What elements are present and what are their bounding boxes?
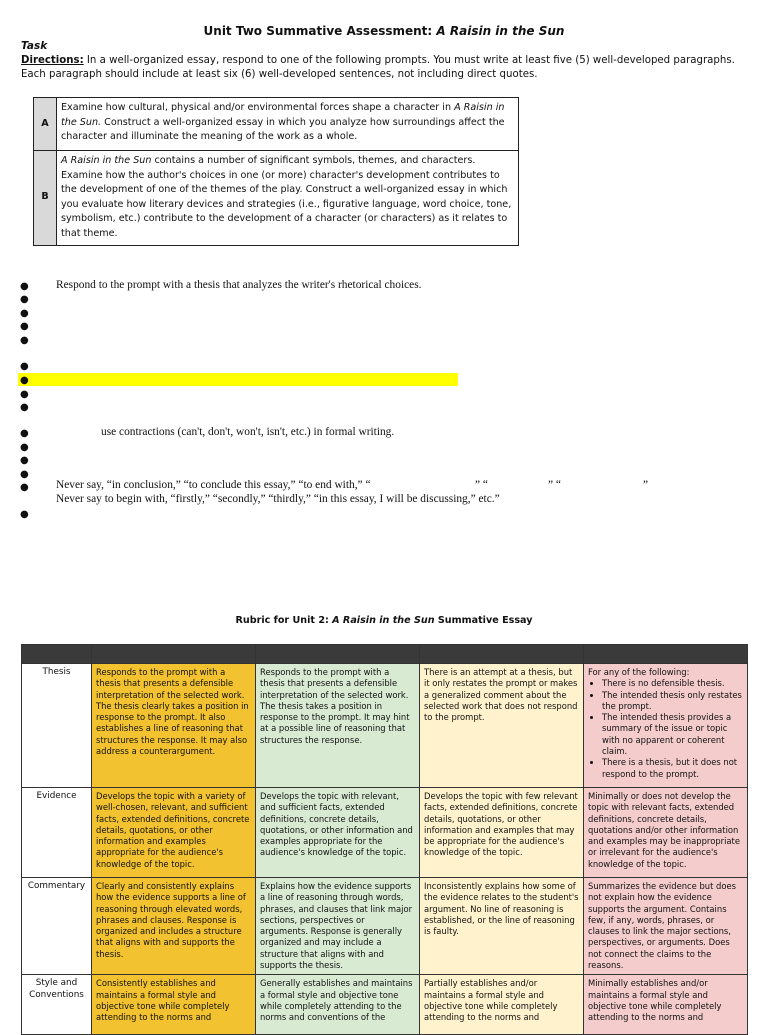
bullet-icon: ● xyxy=(20,509,29,520)
rubric-cell-level-1: Minimally or does not develop the topic with relevant facts, extended definitions, concrete details, quotations and/or other information and examples may be inappropriate or irrelevant for the audience's knowledge of the topic. xyxy=(584,788,748,878)
rubric-cell-level-2: Develops the topic with few relevant facts, extended definitions, concrete details, quotations, or other information and examples that may be appropriate for the audience's knowledge of the topic. xyxy=(420,788,584,878)
rubric-criterion: Thesis xyxy=(22,664,92,788)
bullet-icon: ● xyxy=(20,442,29,453)
rubric-cell-level-1 xyxy=(584,664,748,788)
rubric-cell-level-4: Clearly and consistently explains how the evidence supports a line of reasoning through elevated words, phrases and clauses. Response is organized and includes a structure that aligns with and supports the thesis. xyxy=(92,878,256,975)
rubric-row-evidence xyxy=(22,788,748,878)
rubric-header-cell xyxy=(92,645,256,664)
directions-label: Directions: xyxy=(21,55,84,66)
rubric-cell-level-2: Partially establishes and/or maintains a formal style and objective tone while completely attending to the norms and xyxy=(420,975,584,1035)
bullet-icon: ● xyxy=(20,335,29,346)
prompt-b-work: A Raisin in the Sun xyxy=(61,155,152,166)
prompt-text-b xyxy=(57,151,519,246)
rubric-cell-level-3: Explains how the evidence supports a line of reasoning through words, phrases, and clauses that link major sections, perspectives or arguments. Response is generally organized and may include a structure that aligns with and supports the thesis. xyxy=(256,878,420,975)
rubric-cell-level-2: There is an attempt at a thesis, but it only restates the prompt or makes a generalized comment about the selected work that does not respond to the prompt. xyxy=(420,664,584,788)
rubric-c1-item: • The intended thesis only restates the prompt. xyxy=(602,690,743,713)
rubric-header-cell xyxy=(420,645,584,664)
bullet-conclusion-quotes: ” xyxy=(643,479,649,491)
bullet-icon: ● xyxy=(20,361,29,372)
bullet-thesis: Respond to the prompt with a thesis that analyzes the writer's rhetorical choices. xyxy=(56,279,422,291)
prompt-table xyxy=(33,97,519,246)
bullet-icon: ● xyxy=(20,294,29,305)
rubric-header-cell xyxy=(584,645,748,664)
bullet-icon: ● xyxy=(20,482,29,493)
directions xyxy=(21,54,741,82)
rubric-title-work: A Raisin in the Sun xyxy=(332,615,435,626)
title-prefix: Unit Two Summative Assessment: xyxy=(203,24,437,38)
bullet-conclusion: Never say, “in conclusion,” “to conclude this essay,” “to end with,” “ xyxy=(56,479,371,491)
rubric-title xyxy=(0,615,768,626)
rubric-row-thesis xyxy=(22,664,748,788)
rubric-row-style xyxy=(22,975,748,1035)
rubric-c1-item: • There is a thesis, but it does not respond to the prompt. xyxy=(602,757,743,780)
prompt-row-b xyxy=(34,151,519,246)
prompt-a-after: Construct a well-organized essay in which you analyze how surroundings affect the character and illuminate the meaning of the work as a whole. xyxy=(61,116,505,143)
rubric-c1-intro: For any of the following: xyxy=(588,667,690,677)
highlight-bar xyxy=(18,373,458,386)
prompt-letter-b: B xyxy=(34,151,57,246)
rubric-title-suffix: Summative Essay xyxy=(434,615,533,626)
rubric-criterion: Style and Conventions xyxy=(22,975,92,1035)
prompt-letter-a: A xyxy=(34,98,57,151)
rubric-cell-level-4: Consistently establishes and maintains a formal style and objective tone while completely attending to the norms and xyxy=(92,975,256,1035)
title-work: A Raisin in the Sun xyxy=(436,24,565,38)
rubric-header-cell xyxy=(256,645,420,664)
rubric-cell-level-2: Inconsistently explains how some of the evidence relates to the student's argument. No line of reasoning is established, or the line of reasoning is faulty. xyxy=(420,878,584,975)
bullet-begin: Never say to begin with, “firstly,” “secondly,” “thirdly,” “in this essay, I will be discussing,” etc.” xyxy=(56,493,500,505)
prompt-row-a xyxy=(34,98,519,151)
rubric-cell-level-1: Summarizes the evidence but does not explain how the evidence supports the argument. Contains few, if any, words, phrases, or clauses to link the major sections, perspectives, or arguments. Does not connect the claims to the reasons. xyxy=(584,878,748,975)
bullet-conclusion-quotes: ” “ xyxy=(548,479,561,491)
rubric-header-cell xyxy=(22,645,92,664)
rubric-table xyxy=(21,644,748,1035)
prompt-text-a xyxy=(57,98,519,151)
rubric-row-commentary xyxy=(22,878,748,975)
rubric-cell-level-4: Develops the topic with a variety of well-chosen, relevant, and sufficient facts, extended definitions, concrete details, quotations, or other information and examples appropriate for the audience's knowledge of the topic. xyxy=(92,788,256,878)
task-label: Task xyxy=(21,40,48,52)
prompt-a-before: Examine how cultural, physical and/or environmental forces shape a character in xyxy=(61,102,455,113)
rubric-c1-item: • The intended thesis provides a summary of the issue or topic with no apparent or coherent claim. xyxy=(602,712,743,757)
rubric-title-prefix: Rubric for Unit 2: xyxy=(235,615,333,626)
rubric-header-row xyxy=(22,645,748,664)
prompt-b-after: contains a number of significant symbols, themes, and characters. Examine how the author's choices in one (or more) character's development contributes to the development of one of the themes of the play. Construct a well-organized essay in which you evaluate how literary devices and strategies (i.e., figurative language, word choice, tone, symbolism, etc.) contribute to the development of a character (or characters) as it relates to that theme. xyxy=(61,155,512,239)
rubric-cell-level-3: Generally establishes and maintains a formal style and objective tone while completely attending to the norms and conventions of the xyxy=(256,975,420,1035)
bullet-icon: ● xyxy=(20,281,29,292)
bullet-contractions: use contractions (can't, don't, won't, isn't, etc.) in formal writing. xyxy=(101,426,395,438)
bullet-icon: ● xyxy=(20,375,29,386)
rubric-c1-list xyxy=(588,678,743,780)
bullet-icon: ● xyxy=(20,308,29,319)
rubric-cell-level-1: Minimally establishes and/or maintains a formal style and objective tone while completely attending to the norms and xyxy=(584,975,748,1035)
rubric-cell-level-4: Responds to the prompt with a thesis that presents a defensible interpretation of the selected work. The thesis clearly takes a position in response to the prompt. It also establishes a line of reasoning that structures the response. It may also address a counterargument. xyxy=(92,664,256,788)
bullet-icon: ● xyxy=(20,455,29,466)
rubric-criterion: Evidence xyxy=(22,788,92,878)
rubric-c1-item: • There is no defensible thesis. xyxy=(602,678,743,689)
bullet-icon: ● xyxy=(20,402,29,413)
bullet-icon: ● xyxy=(20,389,29,400)
bullet-icon: ● xyxy=(20,428,29,439)
bullet-icon: ● xyxy=(20,321,29,332)
directions-text: In a well-organized essay, respond to one of the following prompts. You must write at least five (5) well-developed paragraphs. Each paragraph should include at least six (6) well-developed sentences, not including direct quotes. xyxy=(21,55,735,80)
page-title xyxy=(0,24,768,38)
prompt-a-work: A Raisin in the Sun. xyxy=(61,102,505,128)
rubric-cell-level-3: Develops the topic with relevant, and sufficient facts, extended definitions, concrete details, quotations, or other information and examples appropriate for the audience's knowledge of the topic. xyxy=(256,788,420,878)
bullet-icon: ● xyxy=(20,469,29,480)
rubric-criterion: Commentary xyxy=(22,878,92,975)
rubric-cell-level-3: Responds to the prompt with a thesis that presents a defensible interpretation of the selected work. The thesis takes a position in response to the prompt. It may hint at a possible line of reasoning that structures the response. xyxy=(256,664,420,788)
bullet-conclusion-quotes: ” “ xyxy=(475,479,488,491)
